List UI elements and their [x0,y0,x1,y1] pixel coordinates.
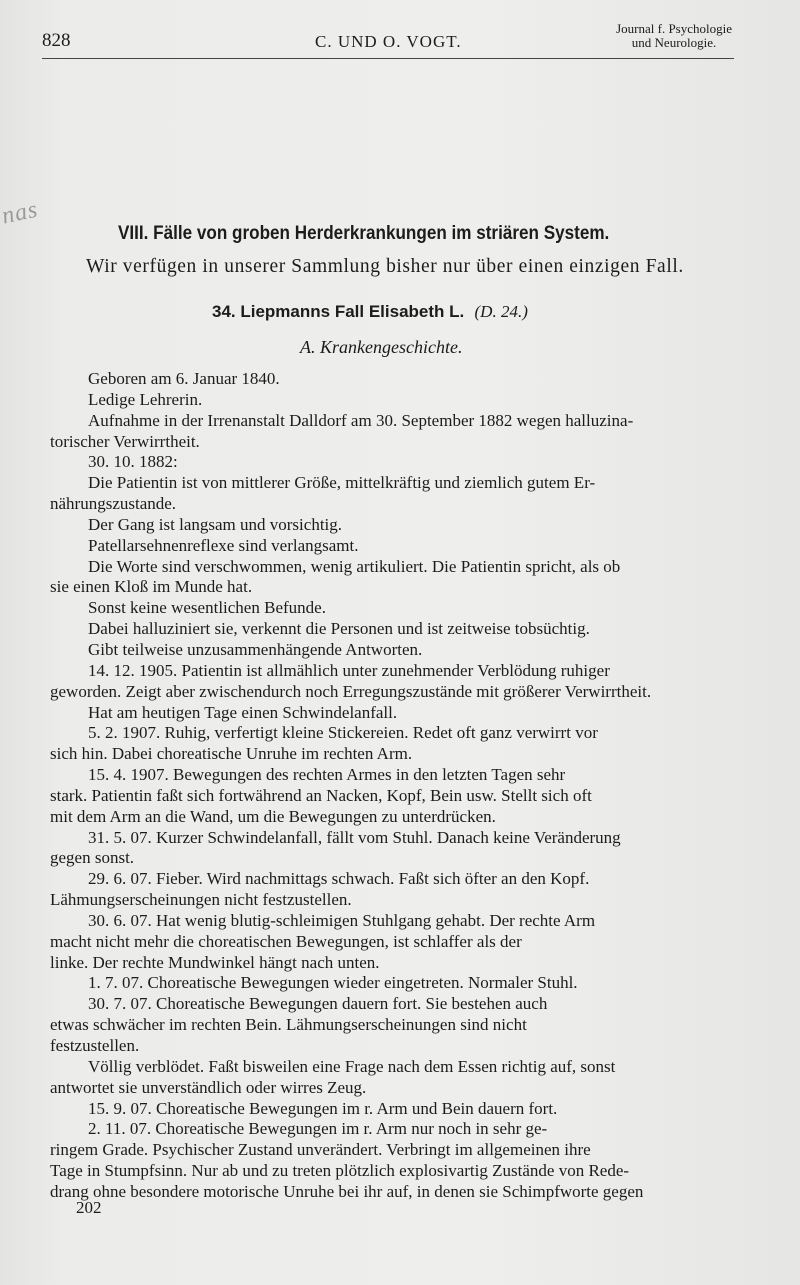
text-line: 30. 10. 1882: [88,452,178,472]
text-line: sich hin. Dabei choreatische Unruhe im rechten Arm. [50,744,413,764]
text-line: geworden. Zeigt aber zwischendurch noch Erregungszustände mit größerer Verwirrtheit. [50,681,652,701]
text-line: Die Patientin ist von mittlerer Größe, mittelkräftig und ziemlich gutem Er- [88,473,596,493]
case-heading [212,302,528,322]
text-line: Dabei halluziniert sie, verkennt die Personen und ist zeitweise tobsüchtig. [88,619,590,639]
text-line: Geboren am 6. Januar 1840. [88,369,280,388]
intro-paragraph: Wir verfügen in unserer Sammlung bisher nur über einen einzigen Fall. [86,256,684,277]
text-line: drang ohne besondere motorische Unruhe bei ihr auf, in denen sie Schimpfworte gegen [50,1181,644,1201]
text-line: Aufnahme in der Irrenanstalt Dalldorf am 30. September 1882 wegen halluzina- [88,410,634,430]
journal-name [616,22,732,50]
text-line: 2. 11. 07. Choreatische Bewegungen im r. Arm nur noch in sehr ge- [88,1119,548,1139]
text-line: Ledige Lehrerin. [88,389,203,409]
text-line: festzustellen. [50,1036,140,1055]
text-line: Patellarsehnenreflexe sind verlangsamt. [88,535,359,555]
text-line: linke. Der rechte Mundwinkel hängt nach unten. [50,952,380,972]
text-line: 29. 6. 07. Fieber. Wird nachmittags schwach. Faßt sich öfter an den Kopf. [88,869,590,889]
text-line: 15. 9. 07. Choreatische Bewegungen im r. Arm und Bein dauern fort. [88,1098,558,1118]
subsection-title: A. Krankengeschichte. [300,337,463,357]
text-line: stark. Patientin faßt sich fortwährend an Nacken, Kopf, Bein usw. Stellt sich oft [50,785,592,805]
text-line: 5. 2. 1907. Ruhig, verfertigt kleine Stickereien. Redet oft ganz verwirrt vor [88,723,598,743]
signature-mark: 202 [76,1198,102,1217]
text-line: Hat am heutigen Tage einen Schwindelanfall. [88,702,398,722]
text-line: torischer Verwirrtheit. [50,431,200,451]
text-line: mit dem Arm an die Wand, um die Bewegungen zu unterdrücken. [50,806,496,826]
running-authors: C. UND O. VOGT. [315,32,462,51]
journal-line-2: und Neurologie. [631,35,717,50]
text-line: 15. 4. 1907. Bewegungen des rechten Armes in den letzten Tagen sehr [88,765,566,785]
journal-line-1: Journal f. Psychologie [616,21,732,36]
case-title: 34. Liepmanns Fall Elisabeth L. [212,302,465,321]
text-line: Die Worte sind verschwommen, wenig artikuliert. Die Patientin spricht, als ob [88,556,621,576]
handwritten-margin-note: nas [0,196,41,230]
text-line: Tage in Stumpfsinn. Nur ab und zu treten plötzlich explosivartig Zustände von Rede- [50,1161,630,1181]
text-line: 30. 7. 07. Choreatische Bewegungen dauern fort. Sie bestehen auch [88,994,548,1014]
text-line: ringem Grade. Psychischer Zustand unverändert. Verbringt im allgemeinen ihre [50,1140,591,1160]
text-line: 14. 12. 1905. Patientin ist allmählich unter zunehmender Verblödung ruhiger [88,660,610,680]
text-line: antwortet sie unverständlich oder wirres Zeug. [50,1077,367,1097]
text-line: nährungszustande. [50,494,177,514]
section-title: VIII. Fälle von groben Herderkrankungen im striären System. [118,223,610,244]
text-line: 1. 7. 07. Choreatische Bewegungen wieder eingetreten. Normaler Stuhl. [88,973,578,993]
text-line: sie einen Kloß im Munde hat. [50,577,253,597]
text-line: Lähmungserscheinungen nicht festzustellen. [50,890,352,910]
text-line: etwas schwächer im rechten Bein. Lähmungserscheinungen sind nicht [50,1015,527,1035]
text-line: macht nicht mehr die choreatischen Bewegungen, ist schlaffer als der [50,931,522,951]
text-line: Gibt teilweise unzusammenhängende Antworten. [88,639,423,659]
running-header [42,22,734,59]
text-line: 31. 5. 07. Kurzer Schwindelanfall, fällt vom Stuhl. Danach keine Veränderung [88,827,621,847]
text-line: Völlig verblödet. Faßt bisweilen eine Frage nach dem Essen richtig auf, sonst [88,1056,616,1076]
page-number: 828 [42,30,71,51]
text-line: Sonst keine wesentlichen Befunde. [88,598,326,618]
text-line: Der Gang ist langsam und vorsichtig. [88,514,343,534]
case-designation: (D. 24.) [474,302,528,321]
text-line: gegen sonst. [50,848,135,868]
body-text [50,369,752,1203]
text-line: 30. 6. 07. Hat wenig blutig-schleimigen Stuhlgang gehabt. Der rechte Arm [88,910,596,930]
